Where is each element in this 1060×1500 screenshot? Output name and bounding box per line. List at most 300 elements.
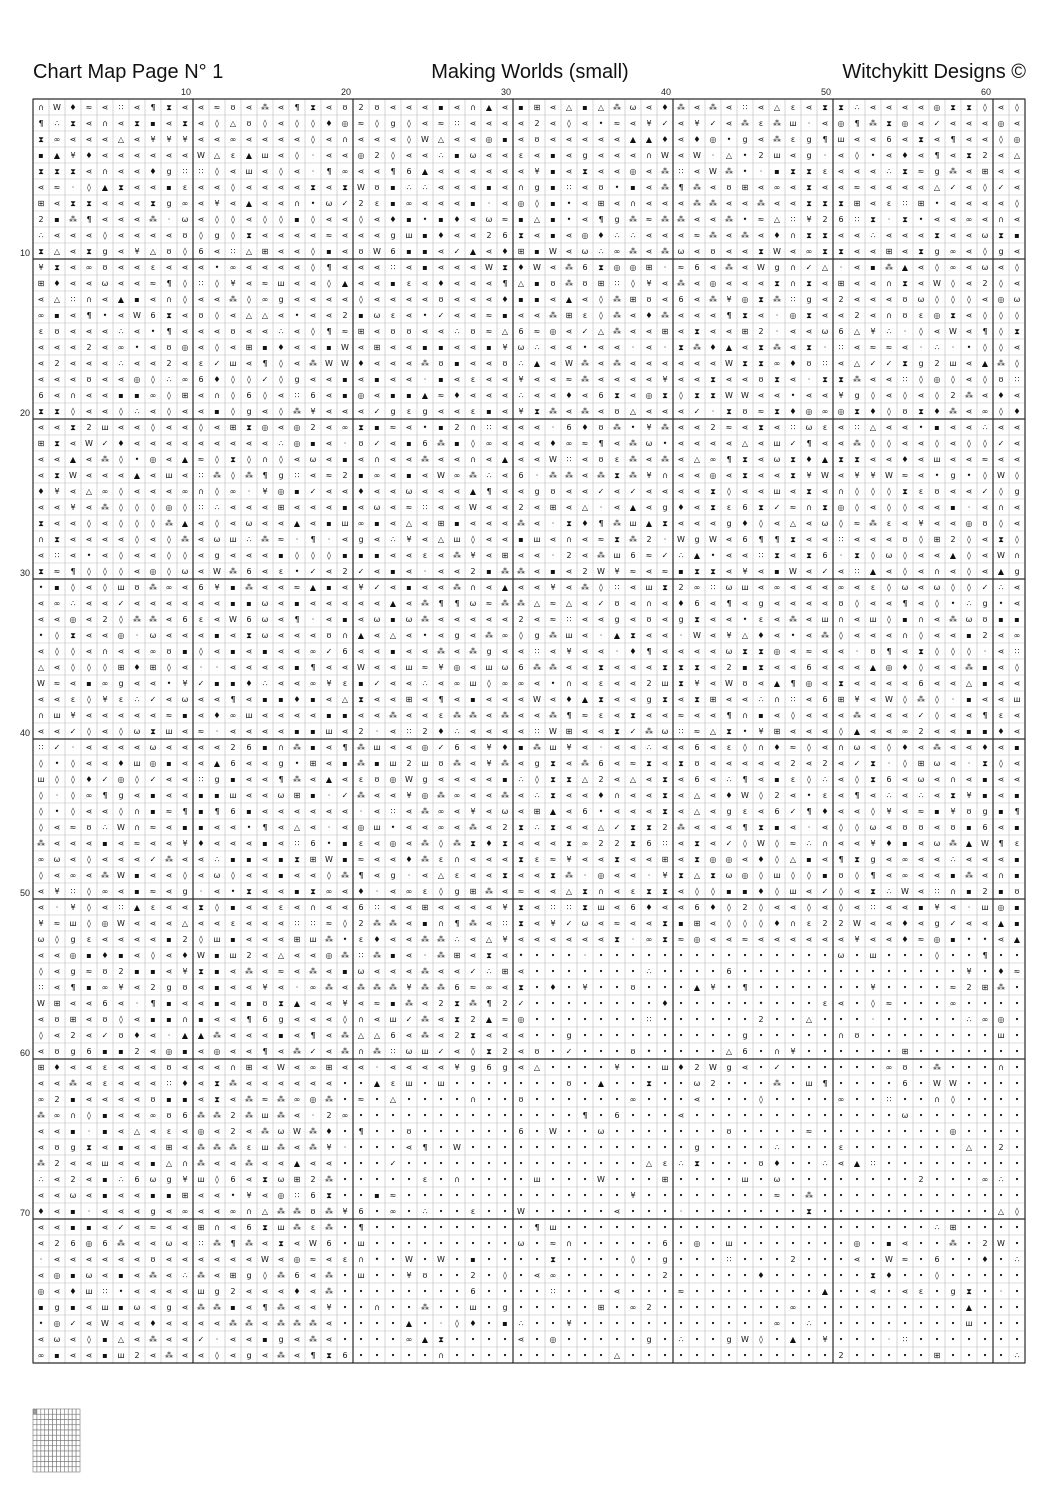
stitch-symbol: ⋖ [837,775,845,784]
stitch-symbol: ⋖ [757,135,765,144]
stitch-symbol: ⧗ [550,1255,556,1264]
stitch-symbol: ɛ [806,919,812,928]
stitch-symbol: ▪ [950,871,956,880]
stitch-symbol: ⋖ [965,119,973,128]
stitch-symbol: ɛ [422,1175,428,1184]
stitch-symbol: ⋖ [549,103,557,112]
stitch-symbol: ⋖ [165,455,173,464]
stitch-symbol: ⋖ [277,983,285,992]
stitch-symbol: ⋖ [341,535,349,544]
stitch-symbol: ∩ [758,743,764,752]
stitch-symbol: ⋖ [517,647,525,656]
stitch-symbol: ⋖ [133,791,141,800]
stitch-symbol: ◊ [967,535,971,544]
stitch-dot [360,1306,362,1308]
stitch-symbol: ⋖ [309,711,317,720]
stitch-dot [920,1066,922,1068]
stitch-dot [680,1322,682,1324]
stitch-symbol: ⋖ [69,135,77,144]
stitch-symbol: ⋖ [853,535,861,544]
stitch-dot [616,1034,618,1036]
stitch-symbol: ▲ [485,1015,493,1024]
stitch-symbol: W [69,471,77,480]
stitch-symbol: ⋖ [885,903,893,912]
stitch-symbol: ∩ [470,455,476,464]
stitch-dot [536,1146,538,1148]
stitch-symbol: ш [549,743,557,752]
stitch-symbol: ⋖ [309,1015,317,1024]
stitch-symbol: ⋖ [149,1127,157,1136]
stitch-dot [520,1162,522,1164]
stitch-symbol: ¥ [70,151,76,160]
stitch-symbol: ⋖ [533,567,541,576]
stitch-dot [552,1178,554,1180]
stitch-dot [664,1114,666,1116]
stitch-symbol: ш [277,279,285,288]
stitch-dot [648,1146,650,1148]
stitch-symbol: ∴ [806,839,812,848]
stitch-symbol: ⋖ [997,823,1005,832]
stitch-symbol: ⋖ [789,935,797,944]
stitch-symbol: ⋖ [325,1255,333,1264]
stitch-symbol: ⋖ [357,615,365,624]
stitch-symbol: ◎ [117,631,125,640]
stitch-dot [696,1258,698,1260]
stitch-symbol: ⋖ [69,343,77,352]
stitch-symbol: ▪ [470,199,476,208]
stitch-symbol: ♦ [437,727,445,736]
stitch-symbol: ⋖ [277,711,285,720]
stitch-symbol: ⋖ [677,855,685,864]
stitch-symbol: ⋖ [69,1063,77,1072]
stitch-symbol: W [549,727,557,736]
stitch-dot [424,1354,426,1356]
stitch-symbol: ∞ [517,679,525,688]
stitch-dot [824,1274,826,1276]
stitch-symbol: ⋖ [853,615,861,624]
page-map-cell [76,1425,80,1430]
stitch-dot [872,1066,874,1068]
stitch-dot [584,1306,586,1308]
stitch-symbol: • [918,423,924,432]
stitch-symbol: ◊ [135,503,139,512]
stitch-symbol: ≈ [277,535,285,544]
stitch-symbol: g [726,807,732,816]
stitch-dot [920,1306,922,1308]
stitch-symbol: ¶ [758,535,764,544]
page-map-cell [64,1425,68,1430]
stitch-symbol: ⋖ [181,727,189,736]
page-map-cell [49,1414,53,1419]
stitch-symbol: ⋖ [181,1143,189,1152]
stitch-symbol: ⋖ [421,471,429,480]
stitch-symbol: ⋖ [117,1127,125,1136]
stitch-symbol: · [423,375,427,384]
stitch-symbol: · [167,1031,171,1040]
stitch-symbol: ¶ [486,487,492,496]
stitch-symbol: ¥ [358,583,364,592]
stitch-symbol: ◊ [759,919,763,928]
stitch-symbol: 6 [518,663,524,672]
stitch-symbol: ◊ [263,119,267,128]
stitch-symbol: ⋖ [437,199,445,208]
stitch-dot [616,1082,618,1084]
stitch-symbol: ⋖ [37,887,45,896]
stitch-dot [712,1034,714,1036]
stitch-symbol: ⋖ [389,663,397,672]
stitch-symbol: ⋖ [965,407,973,416]
stitch-dot [600,1354,602,1356]
stitch-symbol: ɛ [150,903,156,912]
stitch-symbol: ⋖ [101,471,109,480]
stitch-symbol: ⋖ [261,871,269,880]
stitch-dot [776,970,778,972]
stitch-symbol: ⋖ [181,439,189,448]
stitch-symbol: ⋖ [133,439,141,448]
stitch-symbol: ≈ [757,215,765,224]
stitch-dot [872,1242,874,1244]
stitch-dot [936,1178,938,1180]
stitch-symbol: ʊ [502,359,508,368]
stitch-symbol: ⋖ [757,471,765,480]
stitch-dot [920,1114,922,1116]
stitch-symbol: △ [853,327,861,336]
stitch-symbol: ◊ [87,727,91,736]
stitch-symbol: ⋖ [53,503,61,512]
stitch-dot [424,1322,426,1324]
stitch-dot [472,1082,474,1084]
stitch-symbol: ⋖ [565,935,573,944]
stitch-dot [424,1258,426,1260]
stitch-symbol: ⋖ [133,1079,141,1088]
stitch-symbol: ∞ [453,679,461,688]
stitch-symbol: ⋖ [53,423,61,432]
stitch-symbol: ▪ [422,343,428,352]
stitch-symbol: ▪ [950,935,956,944]
stitch-symbol: ∴ [646,967,652,976]
stitch-dot [568,1066,570,1068]
stitch-dot [760,954,762,956]
stitch-symbol: ʊ [982,615,988,624]
stitch-symbol: ⋖ [261,887,269,896]
stitch-symbol: ⋖ [389,487,397,496]
stitch-dot [456,1258,458,1260]
stitch-symbol: ⋖ [277,519,285,528]
stitch-symbol: ⧗ [774,279,780,288]
stitch-symbol: 6 [454,983,460,992]
stitch-symbol: ⋖ [85,1031,93,1040]
stitch-symbol: ◊ [1015,359,1019,368]
stitch-dot [344,1178,346,1180]
stitch-symbol: ⋖ [629,855,637,864]
stitch-symbol: ◎ [149,759,157,768]
stitch-dot [920,1242,922,1244]
stitch-symbol: ⋖ [885,103,893,112]
stitch-symbol: ⋖ [645,375,653,384]
stitch-symbol: ▪ [406,215,412,224]
stitch-symbol: ⋖ [293,679,301,688]
stitch-symbol: ▲ [949,551,957,560]
stitch-symbol: ⋖ [277,679,285,688]
stitch-symbol: ⋖ [581,935,589,944]
stitch-symbol: ⊞ [165,1143,173,1152]
stitch-symbol: ɛ [726,503,732,512]
stitch-symbol: ∞ [341,167,349,176]
stitch-symbol: ⁂ [453,583,461,592]
stitch-symbol: ⋖ [693,519,701,528]
stitch-symbol: ≈ [885,999,893,1008]
stitch-symbol: ⧗ [502,263,508,272]
stitch-symbol: • [134,455,140,464]
stitch-symbol: ⋖ [245,727,253,736]
stitch-symbol: ⋖ [389,679,397,688]
stitch-symbol: ∩ [806,503,812,512]
stitch-symbol: ⊞ [597,279,605,288]
stitch-symbol: · [759,167,763,176]
stitch-symbol: ◊ [167,391,171,400]
stitch-symbol: ⋖ [949,903,957,912]
stitch-symbol: ⋖ [357,503,365,512]
stitch-dot [808,1098,810,1100]
stitch-symbol: ◊ [135,775,139,784]
stitch-symbol: ⋖ [885,711,893,720]
stitch-symbol: ♦ [213,711,221,720]
stitch-symbol: ⋖ [277,151,285,160]
stitch-symbol: ⋖ [581,631,589,640]
stitch-dot [680,1002,682,1004]
stitch-symbol: ¥ [230,279,236,288]
stitch-symbol: ⋖ [117,263,125,272]
stitch-symbol: ⁂ [389,711,397,720]
stitch-symbol: ⋖ [389,551,397,560]
stitch-symbol: ⋖ [565,663,573,672]
stitch-symbol: ⋖ [421,199,429,208]
stitch-symbol: ⋖ [709,327,717,336]
stitch-symbol: ▪ [54,583,60,592]
stitch-symbol: ⋖ [197,391,205,400]
stitch-symbol: ⋖ [565,583,573,592]
stitch-symbol: ⋖ [453,343,461,352]
stitch-symbol: △ [597,327,605,336]
stitch-symbol: ⋖ [789,375,797,384]
stitch-symbol: ◊ [407,119,411,128]
stitch-symbol: ▪ [262,647,268,656]
stitch-symbol: ⋖ [277,823,285,832]
stitch-symbol: ω [661,727,669,736]
stitch-symbol: ¶ [150,999,156,1008]
stitch-symbol: ш [869,951,877,960]
stitch-symbol: ⋖ [261,791,269,800]
stitch-dot [824,1130,826,1132]
stitch-symbol: g [502,1303,508,1312]
stitch-symbol: ⋖ [197,871,205,880]
stitch-symbol: ¥ [614,567,620,576]
stitch-symbol: • [758,999,764,1008]
stitch-symbol: ⋖ [341,775,349,784]
stitch-symbol: ⋖ [165,695,173,704]
page-map-cell [37,1425,41,1430]
stitch-symbol: ✓ [453,247,461,256]
stitch-symbol: ⊞ [741,327,749,336]
stitch-dot [664,1338,666,1340]
stitch-symbol: ⋖ [325,695,333,704]
stitch-symbol: ⋖ [325,135,333,144]
stitch-symbol: ⋖ [69,1335,77,1344]
stitch-symbol: ⊞ [181,1191,189,1200]
stitch-symbol: ⋖ [133,1319,141,1328]
stitch-symbol: ⋖ [389,519,397,528]
stitch-dot [888,1162,890,1164]
stitch-dot [392,1178,394,1180]
stitch-symbol: ¶ [358,871,364,880]
stitch-symbol: ⊞ [917,759,925,768]
stitch-symbol: ⋖ [245,215,253,224]
stitch-symbol: ⋖ [53,199,61,208]
stitch-symbol: ◊ [807,775,811,784]
stitch-symbol: ◊ [279,407,283,416]
stitch-dot [936,970,938,972]
stitch-symbol: 2 [598,839,604,848]
stitch-symbol: ⋖ [421,871,429,880]
stitch-symbol: 2 [598,775,604,784]
stitch-symbol: ▪ [54,1351,60,1360]
stitch-symbol: ▲ [821,1287,829,1296]
stitch-symbol: ⋖ [741,551,749,560]
stitch-symbol: ▪ [166,1095,172,1104]
stitch-symbol: ⋖ [53,1191,61,1200]
stitch-symbol: ⋖ [997,263,1005,272]
stitch-dot [904,1306,906,1308]
stitch-dot [776,1290,778,1292]
stitch-symbol: ⁂ [245,1319,253,1328]
stitch-symbol: ⁂ [197,1303,205,1312]
stitch-symbol: · [951,343,955,352]
stitch-symbol: ▪ [278,855,284,864]
stitch-symbol: ⊞ [885,247,893,256]
stitch-symbol: ω [933,839,941,848]
stitch-symbol: ⋖ [549,695,557,704]
stitch-dot [760,1226,762,1228]
stitch-symbol: ∞ [37,1351,45,1360]
stitch-symbol: ∞ [37,311,45,320]
stitch-symbol: ш [277,1223,285,1232]
stitch-symbol: ∩ [342,631,348,640]
stitch-symbol: ⋖ [837,167,845,176]
stitch-symbol: ◎ [853,1239,861,1248]
stitch-symbol: ⋖ [581,791,589,800]
stitch-symbol: · [583,951,587,960]
stitch-symbol: 2 [342,471,348,480]
stitch-symbol: ♦ [901,919,909,928]
stitch-dot [456,1274,458,1276]
stitch-symbol: ∷ [198,471,204,480]
stitch-symbol: ◎ [949,1127,957,1136]
stitch-symbol: ɛ [198,359,204,368]
stitch-dot [584,1082,586,1084]
stitch-symbol: ⁂ [853,375,861,384]
stitch-symbol: ⋖ [805,935,813,944]
stitch-symbol: ♦ [149,1319,157,1328]
stitch-dot [712,1354,714,1356]
stitch-symbol: ш [85,1287,93,1296]
stitch-symbol: 6 [262,1015,268,1024]
stitch-symbol: △ [373,1031,381,1040]
stitch-symbol: ⋖ [709,215,717,224]
stitch-symbol: ⁂ [341,1047,349,1056]
stitch-symbol: ⋖ [309,631,317,640]
stitch-dot [1016,986,1018,988]
stitch-symbol: ◊ [535,775,539,784]
stitch-symbol: ⁂ [629,439,637,448]
stitch-dot [984,1354,986,1356]
stitch-symbol: ◊ [215,279,219,288]
stitch-symbol: • [38,1319,44,1328]
stitch-symbol: ◎ [293,439,301,448]
stitch-dot [856,1290,858,1292]
stitch-symbol: ▪ [502,775,508,784]
stitch-symbol: ⋖ [389,103,397,112]
stitch-symbol: ω [245,519,253,528]
stitch-symbol: ⋖ [533,391,541,400]
page-map-cell [53,1425,57,1430]
stitch-dot [888,1034,890,1036]
stitch-symbol: ⋖ [581,615,589,624]
stitch-dot [632,1210,634,1212]
stitch-dot [424,1130,426,1132]
stitch-symbol: ▪ [470,695,476,704]
stitch-symbol: ▲ [501,583,509,592]
stitch-symbol: ⋖ [501,199,509,208]
page-map-cell [68,1414,72,1419]
stitch-symbol: ▪ [966,631,972,640]
stitch-symbol: ⋖ [229,967,237,976]
stitch-symbol: ◊ [215,903,219,912]
stitch-dot [392,1274,394,1276]
stitch-symbol: ⋖ [101,199,109,208]
stitch-symbol: 2 [70,1031,76,1040]
stitch-symbol: ¶ [646,647,652,656]
stitch-symbol: ⋖ [293,711,301,720]
stitch-dot [776,1098,778,1100]
column-number: 10 [180,87,191,97]
stitch-symbol: ɛ [870,583,876,592]
stitch-dot [776,1306,778,1308]
stitch-symbol: ¶ [310,1031,316,1040]
stitch-symbol: W [549,455,557,464]
stitch-symbol: ¶ [854,791,860,800]
page-map-cell [41,1441,45,1446]
stitch-symbol: ≈ [581,439,589,448]
stitch-symbol: ⋖ [757,183,765,192]
stitch-symbol: ⋖ [757,775,765,784]
stitch-symbol: ⋖ [1013,711,1021,720]
stitch-symbol: ω [357,967,365,976]
stitch-symbol: · [679,631,683,640]
stitch-symbol: ♦ [885,1271,893,1280]
stitch-symbol: ⋖ [53,983,61,992]
stitch-symbol: ⧗ [646,759,652,768]
stitch-symbol: ▲ [629,135,637,144]
stitch-symbol: ⋖ [869,103,877,112]
stitch-symbol: ⋖ [277,1079,285,1088]
stitch-symbol: ⋖ [85,743,93,752]
stitch-dot [856,1146,858,1148]
stitch-symbol: ▪ [310,439,316,448]
stitch-symbol: ⧗ [822,199,828,208]
stitch-symbol: ⁂ [357,743,365,752]
stitch-symbol: ⋖ [101,599,109,608]
stitch-symbol: ⁂ [197,1159,205,1168]
